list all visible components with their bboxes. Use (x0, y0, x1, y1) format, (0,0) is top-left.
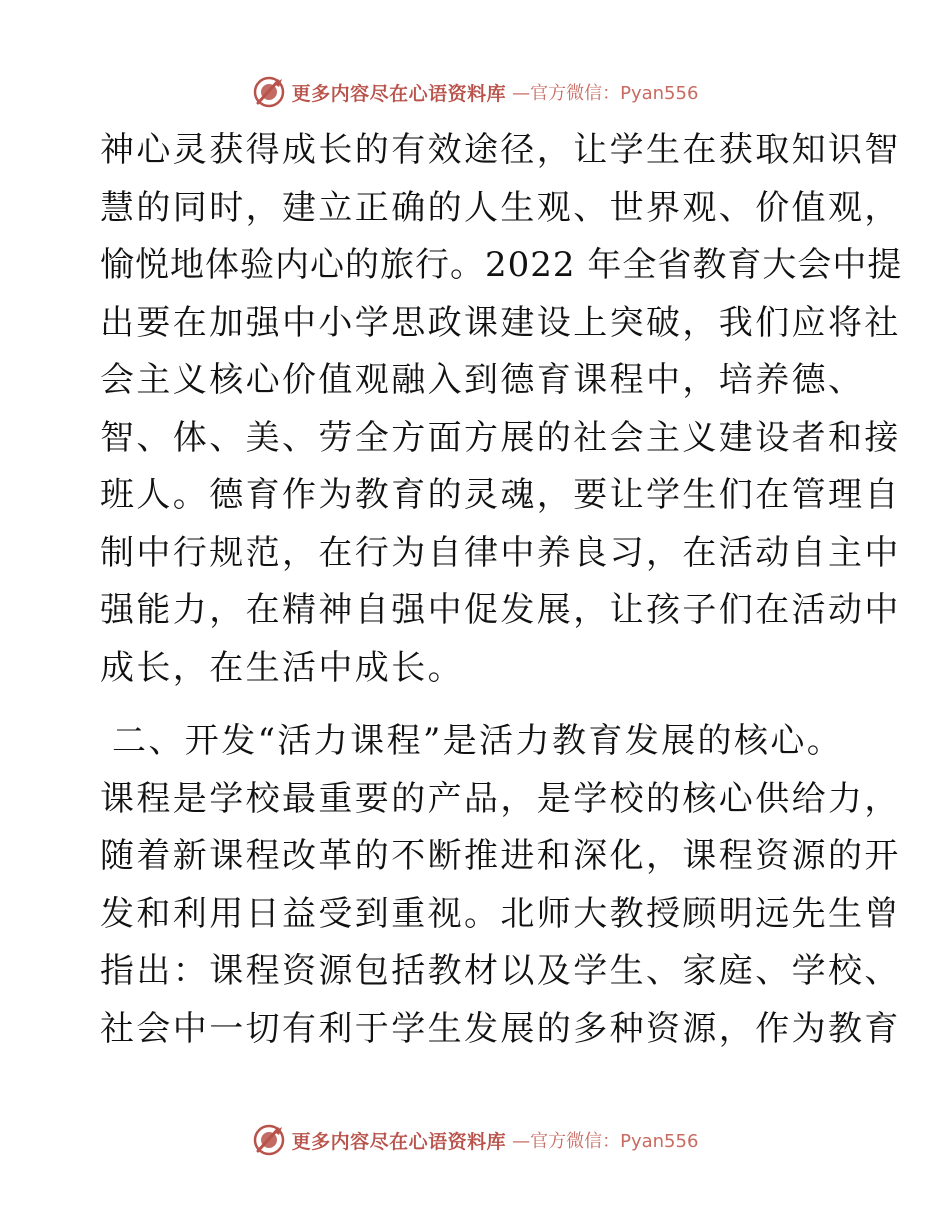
document-body (100, 122, 903, 1058)
quill-badge-icon (252, 1123, 286, 1157)
body-line: 制中行规范，在行为自律中养良习，在活动自主中 (100, 532, 901, 573)
body-line: 课程是学校最重要的产品，是学校的核心供给力， (100, 778, 901, 819)
section-heading: 二、开发“活力课程”是活力教育发展的核心。 (112, 721, 844, 761)
footer-watermark (0, 1120, 950, 1160)
quill-badge-icon (252, 75, 286, 109)
body-line: 会主义核心价值观融入到德育课程中，培养德、 (100, 360, 865, 400)
body-line: 随着新课程改革的不断推进和深化，课程资源的开 (100, 836, 901, 876)
header-site-text: 更多内容尽在心语资料库 (291, 82, 507, 105)
body-line: 智、体、美、劳全方面方展的社会主义建设者和接 (100, 417, 901, 458)
body-line: 出要在加强中小学思政课建设上突破，我们应将社 (100, 302, 901, 343)
body-line: 愉悦地体验内心的旅行。2022 年全省教育大会中提 (100, 245, 903, 285)
body-line: 社会中一切有利于学生发展的多种资源，作为教育 (100, 1008, 901, 1049)
body-line: 发和利用日益受到重视。北师大教授顾明远先生曾 (100, 893, 901, 934)
body-line: 指出：课程资源包括教材以及学生、家庭、学校、 (100, 951, 901, 991)
header-wechat-text: —官方微信：Pyan556 (512, 83, 699, 104)
footer-wechat-text: —官方微信：Pyan556 (512, 1131, 699, 1152)
body-line: 成长，在生活中成长。 (100, 647, 464, 688)
footer-site-text: 更多内容尽在心语资料库 (291, 1130, 507, 1153)
body-line: 神心灵获得成长的有效途径，让学生在获取知识智 (100, 130, 901, 170)
body-line: 班人。德育作为教育的灵魂，要让学生们在管理自 (100, 475, 901, 515)
body-line: 慧的同时，建立正确的人生观、世界观、价值观， (100, 187, 901, 228)
header-watermark (0, 72, 950, 112)
body-line: 强能力，在精神自强中促发展，让孩子们在活动中 (100, 590, 901, 630)
